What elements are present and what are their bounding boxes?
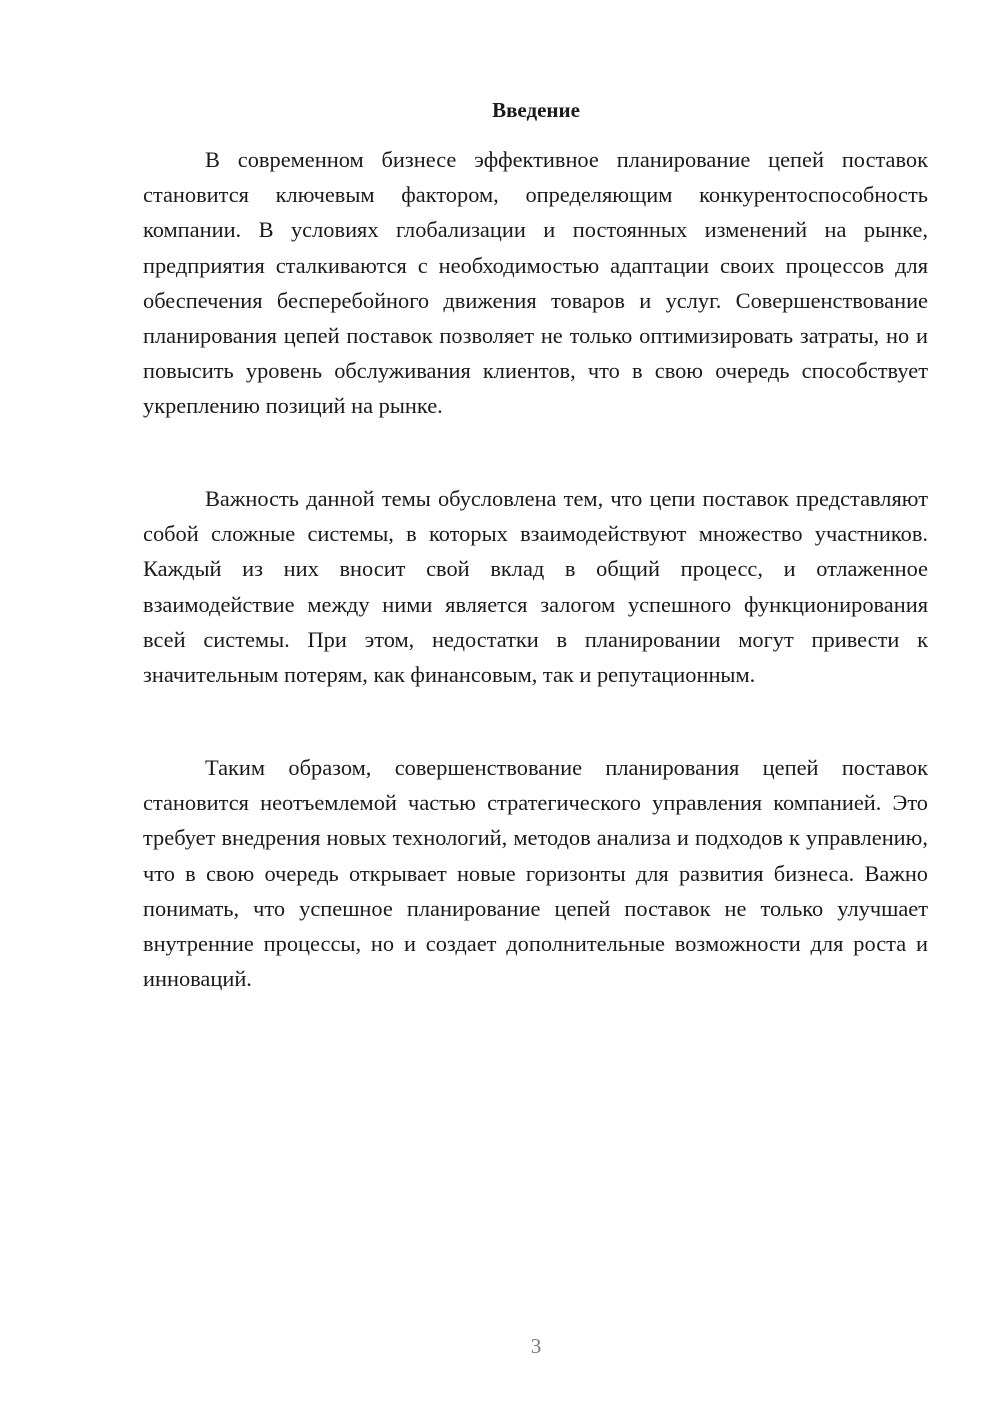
paragraph-text: Важность данной темы обусловлена тем, что цепи поставок представляют собой сложные системы, в которых взаимодействуют множество участников. Каждый из них вносит свой вклад в общий процесс, и отлаженное взаимодействие между ними является залогом успешного функционирования всей системы. При этом, недостатки в планировании могут привести к значительным потерям, как финансовым, так и репутационным. <box>143 486 928 688</box>
paragraph-1 <box>143 142 928 424</box>
paragraph-text: Таким образом, совершенствование планирования цепей поставок становится неотъемлемой частью стратегического управления компанией. Это требует внедрения новых технологий, методов анализа и подходов к управлению, что в свою очередь открывает новые горизонты для развития бизнеса. Важно понимать, что успешное планирование цепей поставок не только улучшает внутренние процессы, но и создает дополнительные возможности для роста и инноваций. <box>143 755 928 992</box>
page-number: 3 <box>530 1334 542 1358</box>
section-title: Введение <box>492 98 580 122</box>
paragraph-text: В современном бизнесе эффективное планирование цепей поставок становится ключевым фактором, определяющим конкурентоспособность компании. В условиях глобализации и постоянных изменений на рынке, предприятия сталкиваются с необходимостью адаптации своих процессов для обеспечения бесперебойного движения товаров и услуг. Совершенствование планирования цепей поставок позволяет не только оптимизировать затраты, но и повысить уровень обслуживания клиентов, что в свою очередь способствует укреплению позиций на рынке. <box>143 147 928 419</box>
paragraph-2 <box>143 481 928 692</box>
paragraph-3 <box>143 750 928 996</box>
